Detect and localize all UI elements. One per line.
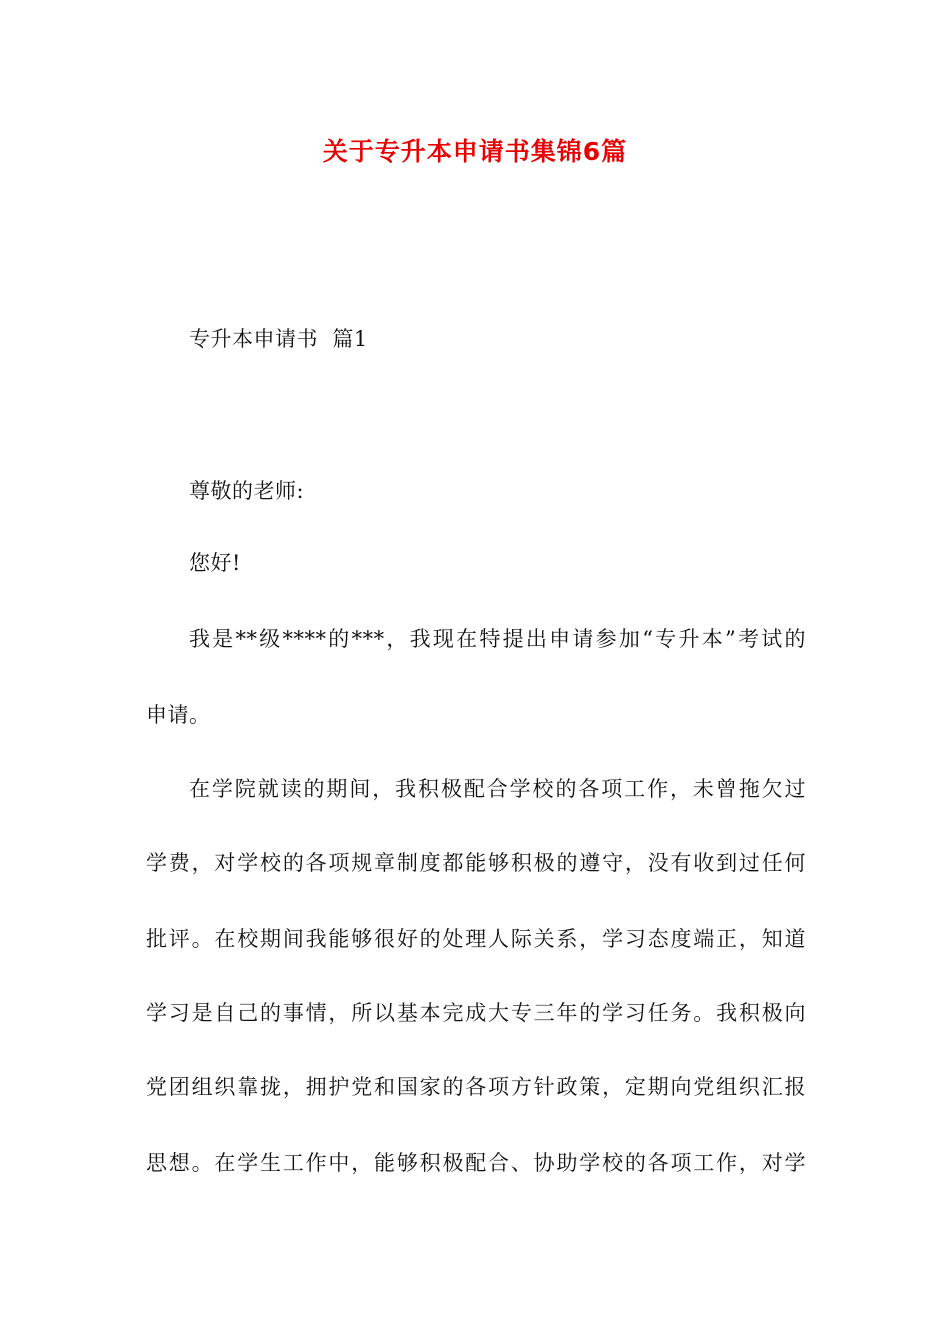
paragraph-line: 思想。在学生工作中，能够积极配合、协助学校的各项工作，对学 (146, 1151, 806, 1175)
section-heading: 专升本申请书 篇1 (189, 327, 368, 351)
salutation: 尊敬的老师: (189, 479, 305, 503)
paragraph-line: 学费，对学校的各项规章制度都能够积极的遵守，没有收到过任何 (146, 851, 806, 875)
paragraph-line: 学习是自己的事情，所以基本完成大专三年的学习任务。我积极向 (146, 1001, 806, 1025)
paragraph-line: 党团组织靠拢，拥护党和国家的各项方针政策，定期向党组织汇报 (146, 1075, 806, 1099)
paragraph-line: 在学院就读的期间，我积极配合学校的各项工作，未曾拖欠过 (189, 777, 806, 801)
document-title: 关于专升本申请书集锦6篇 (322, 137, 628, 166)
paragraph-line: 申请。 (146, 703, 211, 727)
greeting: 您好! (189, 551, 241, 575)
paragraph-line: 批评。在校期间我能够很好的处理人际关系，学习态度端正，知道 (146, 927, 806, 951)
paragraph-line: 我是**级****的***，我现在特提出申请参加“专升本”考试的 (189, 627, 806, 651)
